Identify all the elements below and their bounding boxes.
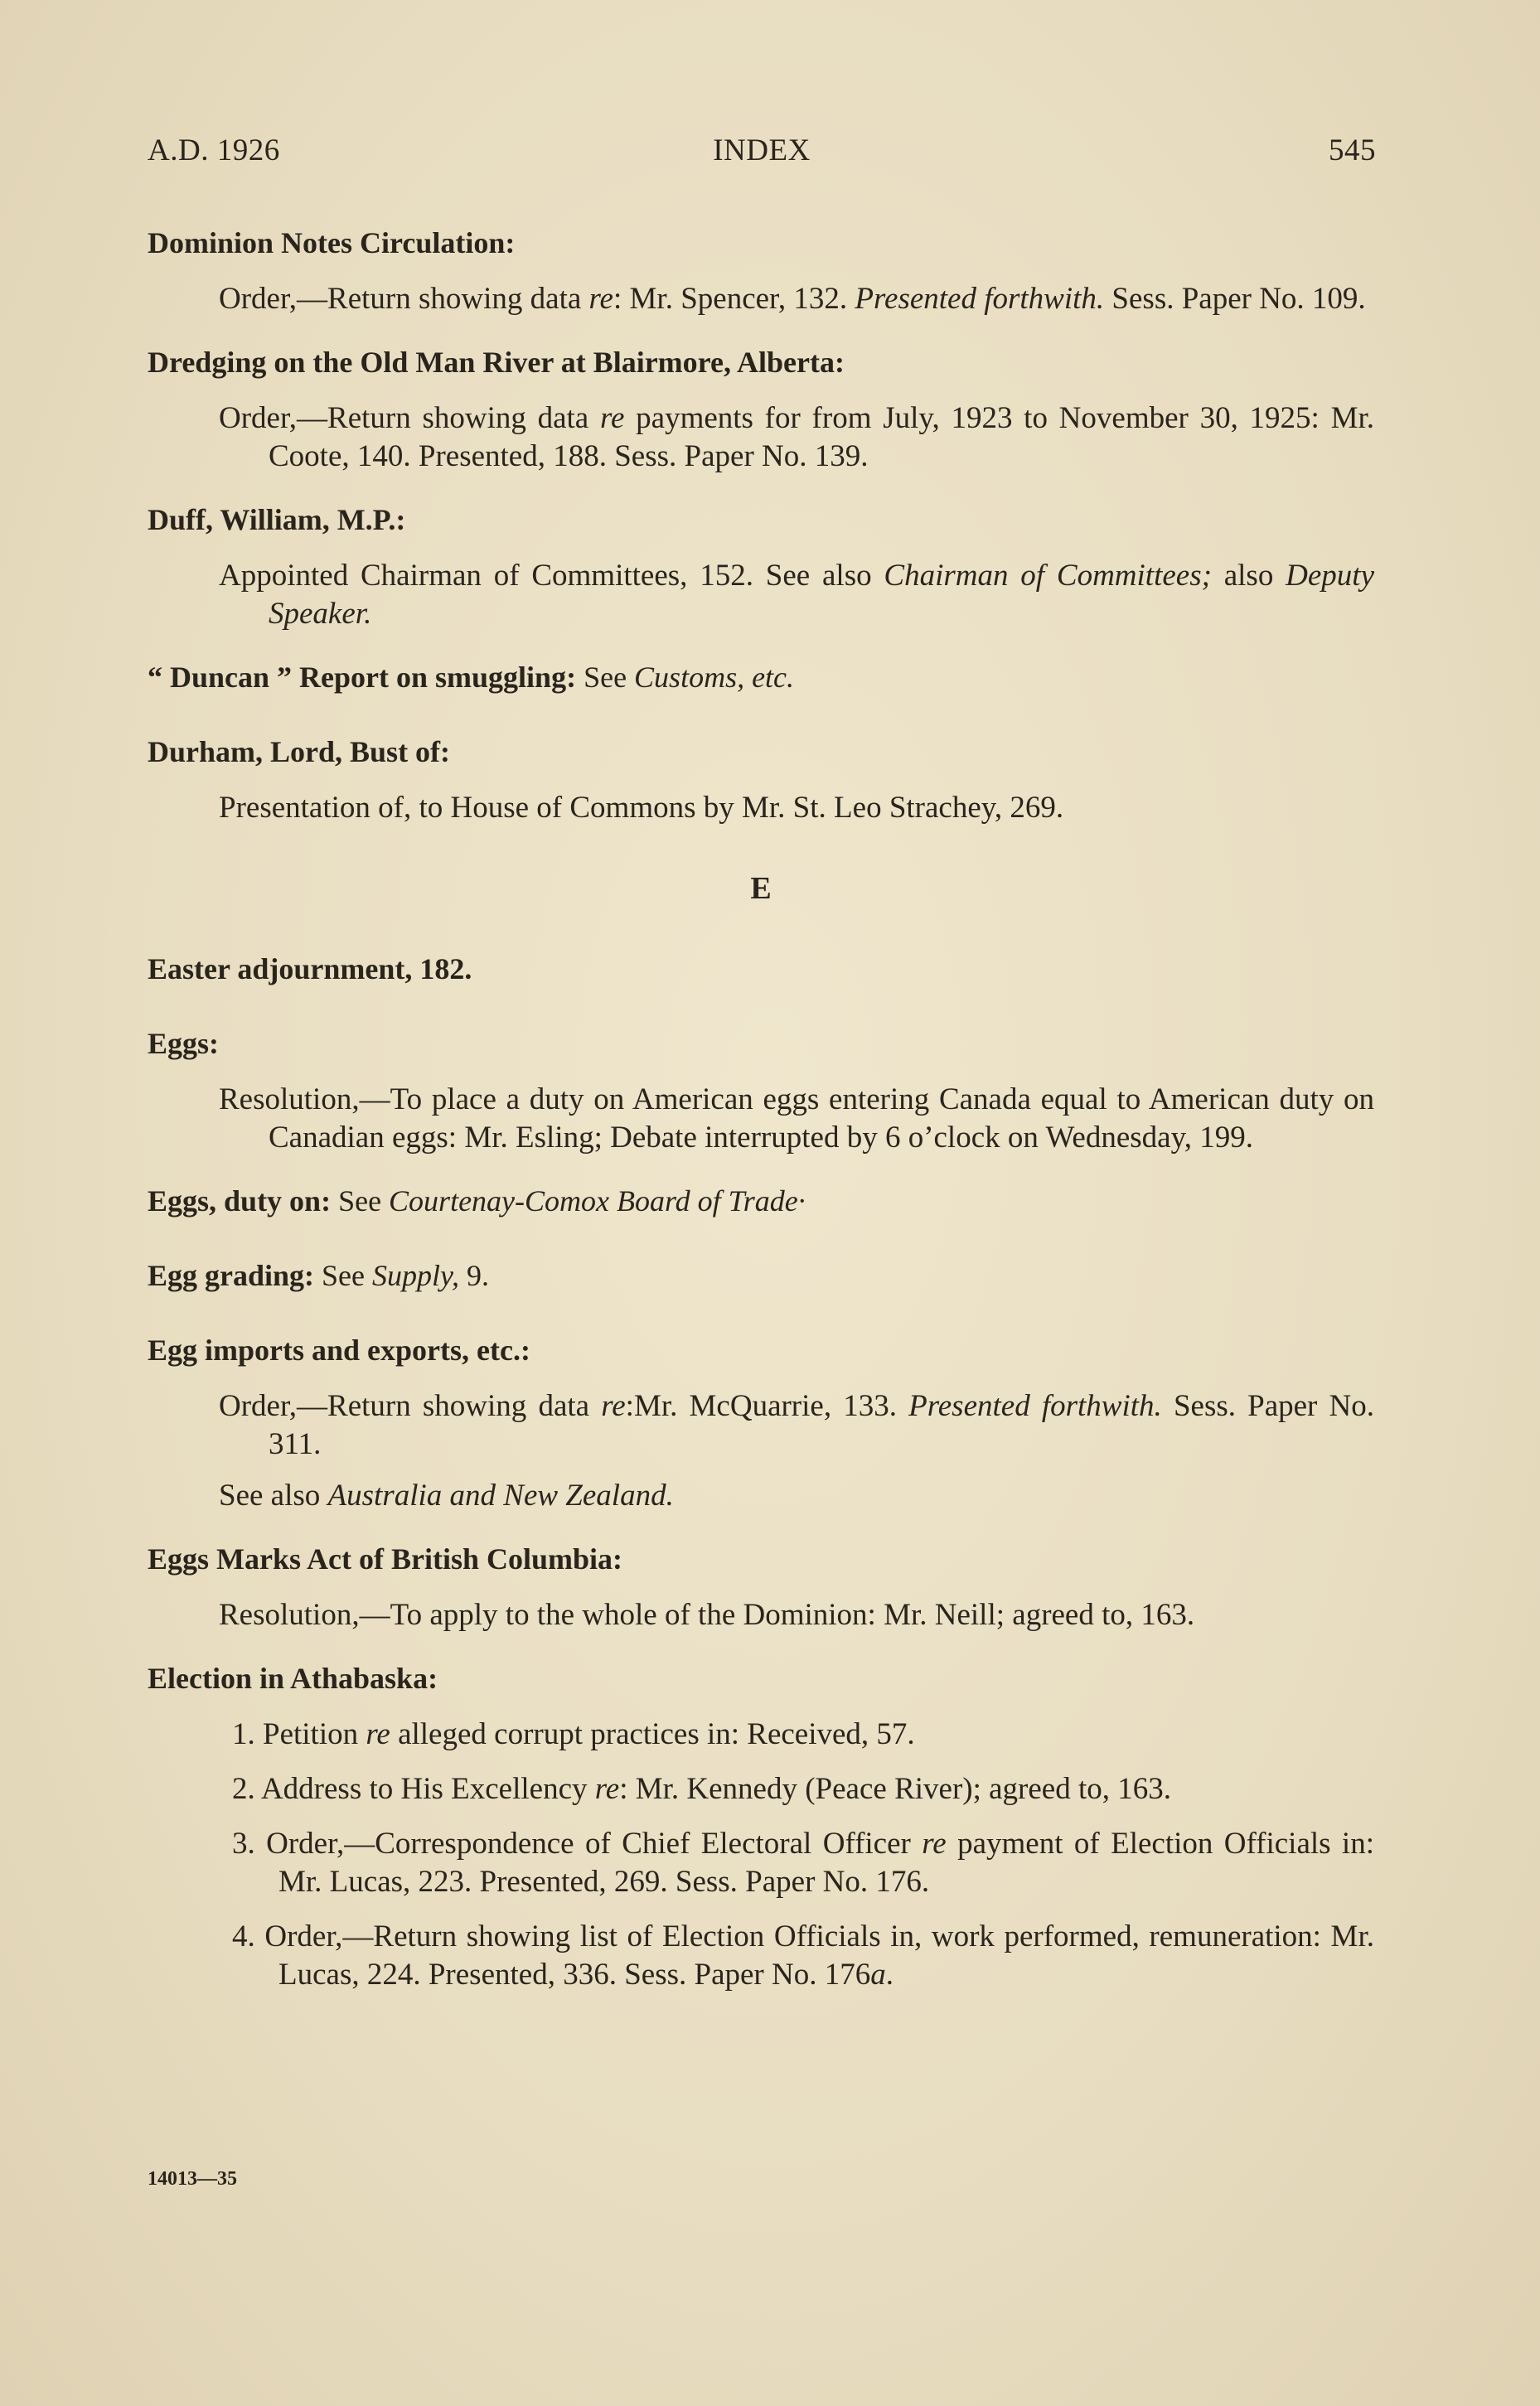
section-letter: E (750, 871, 772, 906)
entry-heading-inline: “ Duncan ” Report on smuggling: See Customs, etc. (148, 661, 795, 694)
entry-text: Resolution,—To apply to the whole of the Dominion: Mr. Neill; agreed to, 163. (219, 1598, 1195, 1632)
index-entry (148, 224, 1374, 318)
entry-heading: Eggs: (148, 1027, 220, 1060)
index-entry (148, 501, 1374, 633)
index-entry (148, 1659, 1374, 1994)
entry-heading: Dominion Notes Circulation: (148, 226, 516, 259)
index-entry (148, 733, 1374, 827)
entry-heading-inline: Egg grading: See Supply, 9. (148, 1259, 490, 1292)
entry-heading: Election in Athabaska: (148, 1662, 438, 1695)
entry-heading-inline: Eggs, duty on: See Courtenay-Comox Board of Trade· (148, 1184, 806, 1218)
index-entry (148, 343, 1374, 476)
numbered-item: 3. Order,—Correspondence of Chief Electoral Officer re payment of Election Officials in: Mr. Lucas, 223. Presented, 269. Sess. Paper No. 176. (232, 1827, 1374, 1899)
index-entry (148, 1540, 1374, 1634)
entry-heading-inline: Easter adjournment, 182. (148, 952, 472, 985)
entry-text: Order,—Return showing data re payments for from July, 1923 to November 30, 1925: Mr. Coote, 140. Presented, 188. Sess. Paper No. 139. (219, 401, 1374, 473)
page-header (148, 133, 1376, 182)
entry-heading: Eggs Marks Act of British Columbia: (148, 1542, 623, 1576)
numbered-item: 1. Petition re alleged corrupt practices in: Received, 57. (232, 1717, 915, 1751)
entry-text: Order,—Return showing data re:Mr. McQuarrie, 133. Presented forthwith. Sess. Paper No. 311. (219, 1389, 1374, 1461)
header-title: INDEX (713, 133, 811, 167)
numbered-item: 4. Order,—Return showing list of Election Officials in, work performed, remuneration: Mr. Lucas, 224. Presented, 336. Sess. Paper No. 176a. (232, 1919, 1374, 1992)
entry-heading: Durham, Lord, Bust of: (148, 735, 451, 768)
entry-heading: Egg imports and exports, etc.: (148, 1334, 530, 1367)
index-content (148, 224, 1374, 2019)
numbered-item: 2. Address to His Excellency re: Mr. Kennedy (Peace River); agreed to, 163. (232, 1772, 1171, 1806)
header-year: A.D. 1926 (148, 133, 280, 167)
entry-text: Order,—Return showing data re: Mr. Spencer, 132. Presented forthwith. Sess. Paper No. 109. (219, 282, 1366, 316)
entry-heading: Duff, William, M.P.: (148, 503, 406, 536)
index-entry (148, 1331, 1374, 1515)
entry-text: Resolution,—To place a duty on American eggs entering Canada equal to American duty on Canadian eggs: Mr. Esling; Debate interrupted by 6 o’clock on Wednesday, 199. (219, 1082, 1374, 1155)
index-entry (148, 1024, 1374, 1157)
entry-text: Presentation of, to House of Commons by Mr. St. Leo Strachey, 269. (219, 791, 1064, 825)
page-number: 545 (1329, 133, 1376, 167)
entry-heading: Dredging on the Old Man River at Blairmore, Alberta: (148, 346, 845, 379)
entry-text: Appointed Chairman of Committees, 152. See also Chairman of Committees; also Deputy Speaker. (219, 559, 1374, 631)
print-code: 14013—35 (148, 2168, 237, 2190)
entry-see-also: See also Australia and New Zealand. (219, 1479, 674, 1513)
